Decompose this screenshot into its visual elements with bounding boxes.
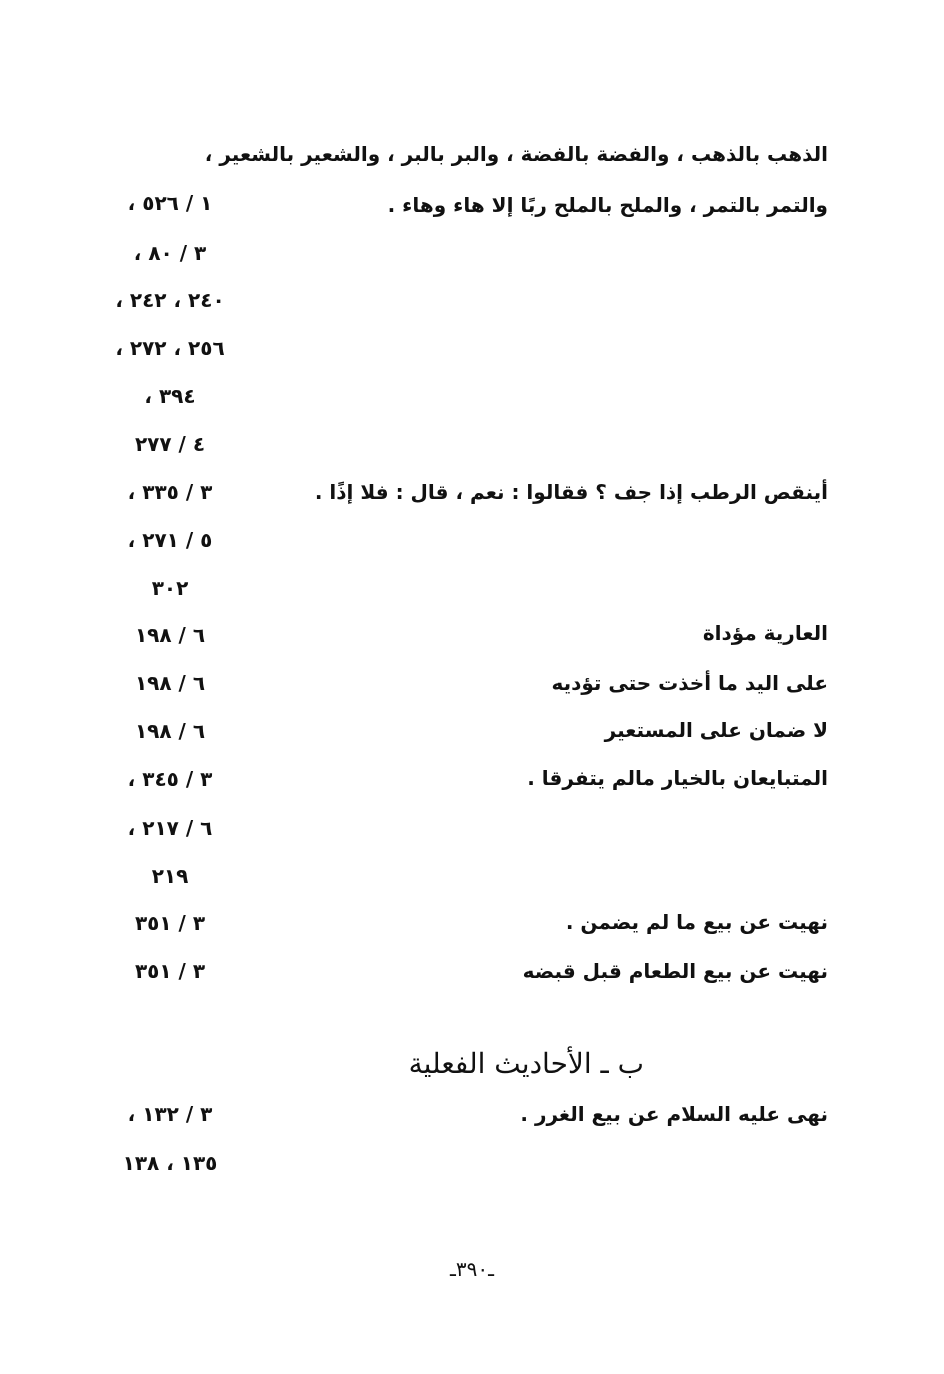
reference-14: ٦ / ٢١٧ ، (127, 816, 213, 840)
hadith-line-3: أينقص الرطب إذا جف ؟ فقالوا : نعم ، قال : فلا إذًا . (314, 480, 828, 504)
hadith-line-9: نهيت عن بيع الطعام قبل قبضه (522, 959, 828, 983)
reference-3: ٢٤٠ ، ٢٤٢ ، (115, 288, 225, 312)
reference-4: ٢٥٦ ، ٢٧٢ ، (115, 336, 225, 360)
reference-15: ٢١٩ (151, 864, 189, 888)
reference-12: ٦ / ١٩٨ (134, 719, 206, 743)
reference-9: ٣٠٢ (151, 576, 189, 600)
reference-8: ٥ / ٢٧١ ، (127, 528, 213, 552)
reference-6: ٤ / ٢٧٧ (134, 432, 206, 456)
hadith-line-10: نهى عليه السلام عن بيع الغرر . (520, 1102, 828, 1126)
hadith-line-6: لا ضمان على المستعير (604, 718, 828, 742)
hadith-line-8: نهيت عن بيع ما لم يضمن . (565, 910, 828, 934)
reference-16: ٣ / ٣٥١ (134, 911, 206, 935)
hadith-line-4: العارية مؤداة (702, 621, 828, 645)
reference-1: ١ / ٥٢٦ ، (127, 191, 213, 215)
hadith-line-2: والتمر بالتمر ، والملح بالملح ربًا إلا هاء وهاء . (387, 193, 828, 217)
reference-11: ٦ / ١٩٨ (134, 671, 206, 695)
hadith-line-1: الذهب بالذهب ، والفضة بالفضة ، والبر بالبر ، والشعير بالشعير ، (204, 142, 828, 166)
reference-13: ٣ / ٣٤٥ ، (127, 767, 213, 791)
reference-17: ٣ / ٣٥١ (134, 959, 206, 983)
reference-19: ١٣٥ ، ١٣٨ (122, 1151, 218, 1175)
reference-2: ٣ / ٨٠ ، (133, 241, 207, 265)
reference-5: ٣٩٤ ، (144, 384, 196, 408)
reference-18: ٣ / ١٣٢ ، (127, 1102, 213, 1126)
hadith-line-7: المتبايعان بالخيار مالم يتفرقا . (527, 766, 828, 790)
hadith-line-5: على اليد ما أخذت حتى تؤديه (551, 671, 828, 695)
reference-7: ٣ / ٣٣٥ ، (127, 480, 213, 504)
section-title: ب ـ الأحاديث الفعلية (408, 1047, 644, 1080)
reference-10: ٦ / ١٩٨ (134, 623, 206, 647)
page-number: ـ٣٩٠ـ (450, 1257, 494, 1281)
